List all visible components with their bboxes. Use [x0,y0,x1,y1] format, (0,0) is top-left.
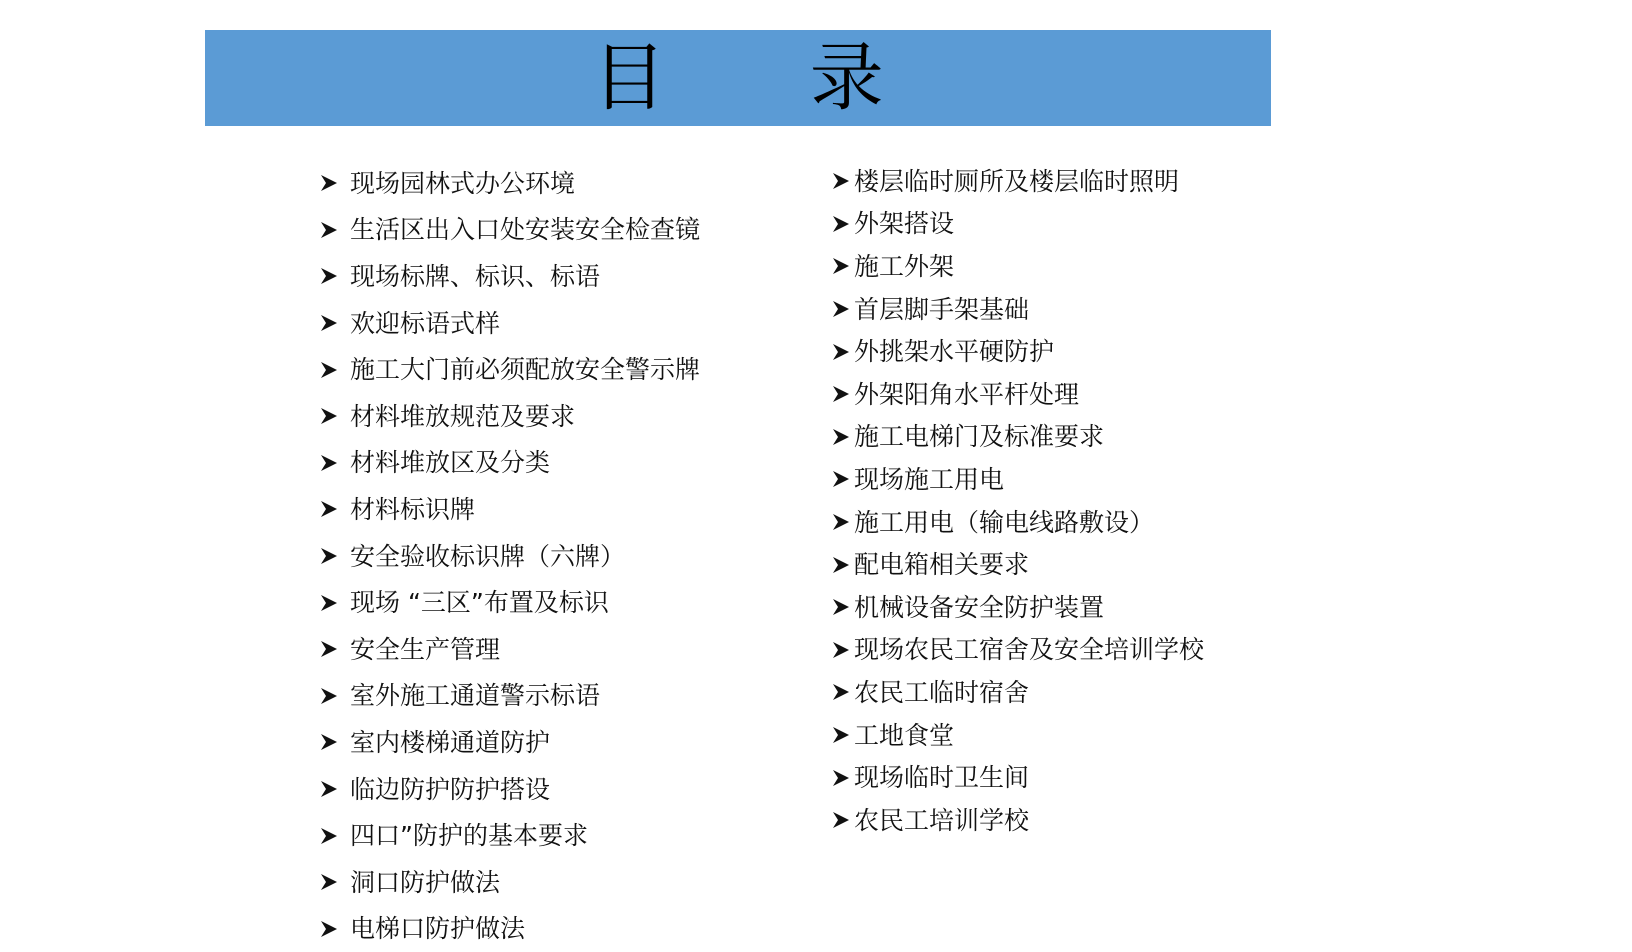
toc-item-label: 现场园林式办公环境 [350,171,575,196]
arrow-bullet-icon [830,724,852,746]
toc-item-label: 现场施工用电 [854,467,1004,492]
arrow-bullet-icon [830,511,852,533]
arrow-bullet-icon [830,596,852,618]
toc-item[interactable] [318,440,700,487]
toc-item-label: 材料标识牌 [350,497,475,522]
toc-item[interactable] [830,543,1204,586]
toc-item[interactable] [830,714,1204,757]
arrow-bullet-icon [318,452,340,474]
arrow-bullet-icon [318,592,340,614]
toc-item[interactable] [318,207,700,254]
arrow-bullet-icon [830,341,852,363]
toc-item-label: 四口”防护的基本要求 [350,823,588,848]
arrow-bullet-icon [318,778,340,800]
toc-item[interactable] [830,245,1204,288]
arrow-bullet-icon [318,405,340,427]
toc-item[interactable] [318,253,700,300]
toc-item[interactable] [318,533,700,580]
toc-item[interactable] [318,579,700,626]
toc-item-label: 农民工临时宿舍 [854,680,1029,705]
arrow-bullet-icon [318,545,340,567]
toc-item[interactable] [318,393,700,440]
arrow-bullet-icon [830,681,852,703]
toc-item[interactable] [830,756,1204,799]
arrow-bullet-icon [830,383,852,405]
title-banner [205,30,1271,126]
arrow-bullet-icon [318,731,340,753]
arrow-bullet-icon [318,871,340,893]
arrow-bullet-icon [318,638,340,660]
toc-item-label: 现场 “三区”布置及标识 [350,590,609,615]
toc-item[interactable] [830,203,1204,246]
toc-item-label: 农民工培训学校 [854,808,1029,833]
arrow-bullet-icon [830,554,852,576]
toc-item-label: 生活区出入口处安装安全检查镜 [350,217,700,242]
arrow-bullet-icon [830,639,852,661]
page-title: 目 录 [592,41,944,115]
toc-item[interactable] [318,766,700,813]
arrow-bullet-icon [318,172,340,194]
toc-item[interactable] [830,160,1204,203]
toc-item-label: 施工电梯门及标准要求 [854,424,1104,449]
toc-item[interactable] [830,288,1204,331]
toc-item-label: 欢迎标语式样 [350,311,500,336]
toc-left-column [318,160,700,952]
arrow-bullet-icon [318,359,340,381]
toc-item[interactable] [318,486,700,533]
arrow-bullet-icon [318,265,340,287]
toc-item[interactable] [318,300,700,347]
toc-item-label: 外架搭设 [854,211,954,236]
toc-item-label: 安全验收标识牌（六牌） [350,544,625,569]
arrow-bullet-icon [830,255,852,277]
toc-item-label: 洞口防护做法 [350,870,500,895]
toc-item[interactable] [318,812,700,859]
toc-item-label: 电梯口防护做法 [350,916,525,941]
toc-item[interactable] [830,458,1204,501]
arrow-bullet-icon [830,767,852,789]
arrow-bullet-icon [830,170,852,192]
toc-item[interactable] [830,799,1204,842]
arrow-bullet-icon [318,498,340,520]
toc-item-label: 楼层临时厕所及楼层临时照明 [854,169,1179,194]
toc-item-label: 材料堆放规范及要求 [350,404,575,429]
arrow-bullet-icon [318,219,340,241]
arrow-bullet-icon [318,918,340,940]
toc-item[interactable] [318,346,700,393]
toc-item-label: 工地食堂 [854,723,954,748]
arrow-bullet-icon [318,685,340,707]
toc-item-label: 现场临时卫生间 [854,765,1029,790]
toc-item[interactable] [830,416,1204,459]
toc-item-label: 安全生产管理 [350,637,500,662]
toc-item-label: 施工外架 [854,254,954,279]
toc-item-label: 外架阳角水平杆处理 [854,382,1079,407]
toc-item-label: 首层脚手架基础 [854,297,1029,322]
toc-item[interactable] [830,671,1204,714]
toc-item[interactable] [318,719,700,766]
toc-item[interactable] [830,629,1204,672]
arrow-bullet-icon [830,298,852,320]
toc-item[interactable] [318,160,700,207]
arrow-bullet-icon [318,825,340,847]
toc-item-label: 施工大门前必须配放安全警示牌 [350,357,700,382]
toc-item-label: 临边防护防护搭设 [350,777,550,802]
toc-item[interactable] [830,501,1204,544]
toc-item-label: 材料堆放区及分类 [350,450,550,475]
toc-item-label: 室外施工通道警示标语 [350,683,600,708]
toc-item[interactable] [830,373,1204,416]
toc-item-label: 施工用电（输电线路敷设） [854,510,1154,535]
arrow-bullet-icon [830,468,852,490]
toc-item[interactable] [318,906,700,952]
toc-item[interactable] [830,330,1204,373]
toc-item[interactable] [830,586,1204,629]
toc-item[interactable] [318,673,700,720]
toc-item[interactable] [318,626,700,673]
toc-item-label: 现场农民工宿舍及安全培训学校 [854,637,1204,662]
arrow-bullet-icon [318,312,340,334]
toc-item-label: 室内楼梯通道防护 [350,730,550,755]
arrow-bullet-icon [830,426,852,448]
arrow-bullet-icon [830,213,852,235]
toc-item-label: 机械设备安全防护装置 [854,595,1104,620]
toc-item-label: 外挑架水平硬防护 [854,339,1054,364]
toc-item-label: 现场标牌、标识、标语 [350,264,600,289]
toc-item[interactable] [318,859,700,906]
arrow-bullet-icon [830,809,852,831]
toc-item-label: 配电箱相关要求 [854,552,1029,577]
toc-right-column [830,160,1204,842]
